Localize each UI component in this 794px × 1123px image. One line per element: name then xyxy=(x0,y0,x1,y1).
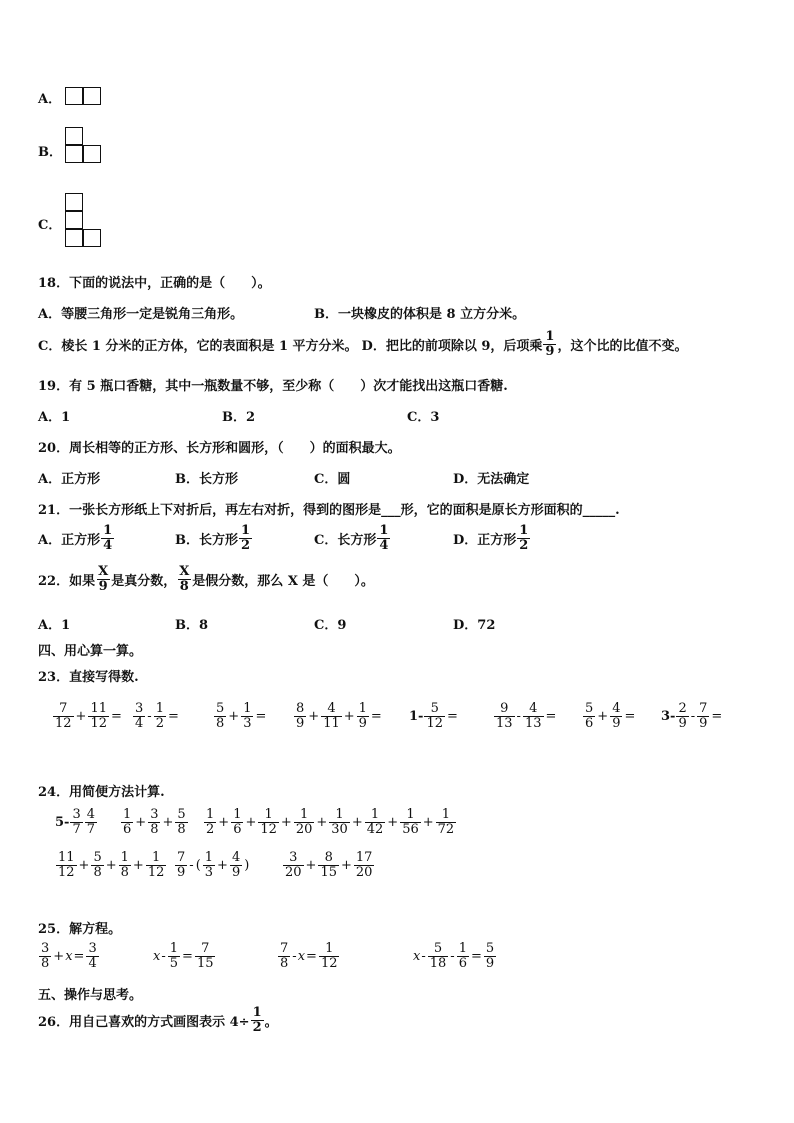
q23-expr-5: 1- $\frac{5}{12}$ = xyxy=(409,701,458,731)
q25-eq-1: $\frac{3}{8}$ + x = $\frac{3}{4}$ xyxy=(41,941,97,971)
q22-stem: 22．如果 $\frac{X}{9}$ 是真分数， $\frac{X}{8}$ 是假分数，那么 X 是（ ）。 xyxy=(38,564,374,594)
q22-option-b: B．8 xyxy=(175,618,209,633)
q23-stem: 23．直接写得数. xyxy=(38,670,139,685)
q19-option-a: A．1 xyxy=(38,410,71,425)
q19-option-c: C．3 xyxy=(407,410,440,425)
q23-expr-2: $\frac{3}{4}$ - $\frac{1}{2}$ = xyxy=(135,701,179,731)
q24-stem: 24．用简便方法计算. xyxy=(38,785,165,800)
q18-option-d-post: ，这个比的比值不变。 xyxy=(557,338,688,354)
q20-option-a: A．正方形 xyxy=(38,472,101,487)
q18-options-cd xyxy=(38,330,687,358)
q23-expr-7: $\frac{5}{6}$ + $\frac{4}{9}$ = xyxy=(585,701,636,731)
q19-stem: 19．有 5 瓶口香糖，其中一瓶数量不够，至少称（ ）次才能找出这瓶口香糖. xyxy=(38,379,508,394)
q23-expr-4: $\frac{8}{9}$ + $\frac{4}{11}$ + $\frac{1}{9}$ = xyxy=(296,701,382,731)
q21-option-b: B．长方形 $\frac{1}{2}$ xyxy=(175,523,251,553)
q20-stem: 20．周长相等的正方形、长方形和圆形，（ ）的面积最大。 xyxy=(38,441,401,456)
q20-option-b: B．长方形 xyxy=(175,472,238,487)
q18-fraction: $\frac{1}{9}$ xyxy=(545,329,555,359)
q21-option-c: C．长方形 $\frac{1}{4}$ xyxy=(314,523,389,553)
q22-option-c: C．9 xyxy=(314,618,347,633)
q20-option-d: D．无法确定 xyxy=(453,472,530,487)
q23-expr-1: $\frac{7}{12}$ + $\frac{11}{12}$ = xyxy=(55,701,122,731)
q24-expr-6: $\frac{3}{20}$ + $\frac{8}{15}$ + $\frac{17}{20}$ xyxy=(285,850,373,880)
q22-option-a: A．1 xyxy=(38,618,71,633)
q25-eq-2: x - $\frac{1}{5}$ = $\frac{7}{15}$ xyxy=(153,941,214,971)
q23-expr-3: $\frac{5}{8}$ + $\frac{1}{3}$ = xyxy=(216,701,267,731)
q25-eq-4: x - $\frac{5}{18}$ - $\frac{1}{6}$ = $\frac{5}{9}$ xyxy=(413,941,495,971)
option-c-label: C． xyxy=(38,218,62,233)
q22-option-d: D．72 xyxy=(453,618,496,633)
section-5-heading: 五、操作与思考。 xyxy=(38,988,143,1003)
q20-option-c: C．圆 xyxy=(314,472,351,487)
q23-expr-8: 3- $\frac{2}{9}$ - $\frac{7}{9}$ = xyxy=(661,701,723,731)
q18-option-a: A．等腰三角形一定是锐角三角形。 xyxy=(38,307,244,322)
q21-option-d: D．正方形 $\frac{1}{2}$ xyxy=(453,523,529,553)
q24-expr-3: $\frac{1}{2}$ + $\frac{1}{6}$ + $\frac{1}{12}$ + $\frac{1}{20}$ + $\frac{1}{30}$ + $\frac{1}{42}$ + $\frac{1}{56}$ + $\frac{1}{72}$ xyxy=(206,807,455,837)
q24-expr-1: 5- $\frac{3}{7}$ $\frac{4}{7}$ xyxy=(55,807,96,837)
q24-expr-4: $\frac{11}{12}$ + $\frac{5}{8}$ + $\frac{1}{8}$ + $\frac{1}{12}$ xyxy=(58,850,165,880)
q21-stem: 21．一张长方形纸上下对折后，再左右对折，得到的图形是___形，它的面积是原长方形面积的_____. xyxy=(38,503,620,518)
q25-eq-3: $\frac{7}{8}$ - x = $\frac{1}{12}$ xyxy=(280,941,338,971)
q18-option-d-pre: D．把比的前项除以 9，后项乘 xyxy=(361,338,543,354)
q21-option-a: A．正方形 $\frac{1}{4}$ xyxy=(38,523,113,553)
option-b-label: B． xyxy=(38,145,62,160)
q19-option-b: B．2 xyxy=(222,410,256,425)
q26-stem: 26．用自己喜欢的方式画图表示 4÷ $\frac{1}{2}$ 。 xyxy=(38,1005,278,1035)
q24-expr-2: $\frac{1}{6}$ + $\frac{3}{8}$ + $\frac{5}{8}$ xyxy=(123,807,186,837)
q18-stem: 18．下面的说法中，正确的是（ ）。 xyxy=(38,276,271,291)
q24-expr-5: $\frac{7}{9}$ - ( $\frac{1}{3}$ + $\frac{4}{9}$ ) xyxy=(177,850,250,880)
q18-option-c: C．棱长 1 分米的正方体，它的表面积是 1 平方分米。 xyxy=(38,338,358,354)
q25-stem: 25．解方程。 xyxy=(38,922,122,937)
section-4-heading: 四、用心算一算。 xyxy=(38,644,143,659)
q23-expr-6: $\frac{9}{13}$ - $\frac{4}{13}$ = xyxy=(496,701,557,731)
option-a-label: A． xyxy=(38,92,62,107)
q18-option-b: B．一块橡皮的体积是 8 立方分米。 xyxy=(314,307,526,322)
